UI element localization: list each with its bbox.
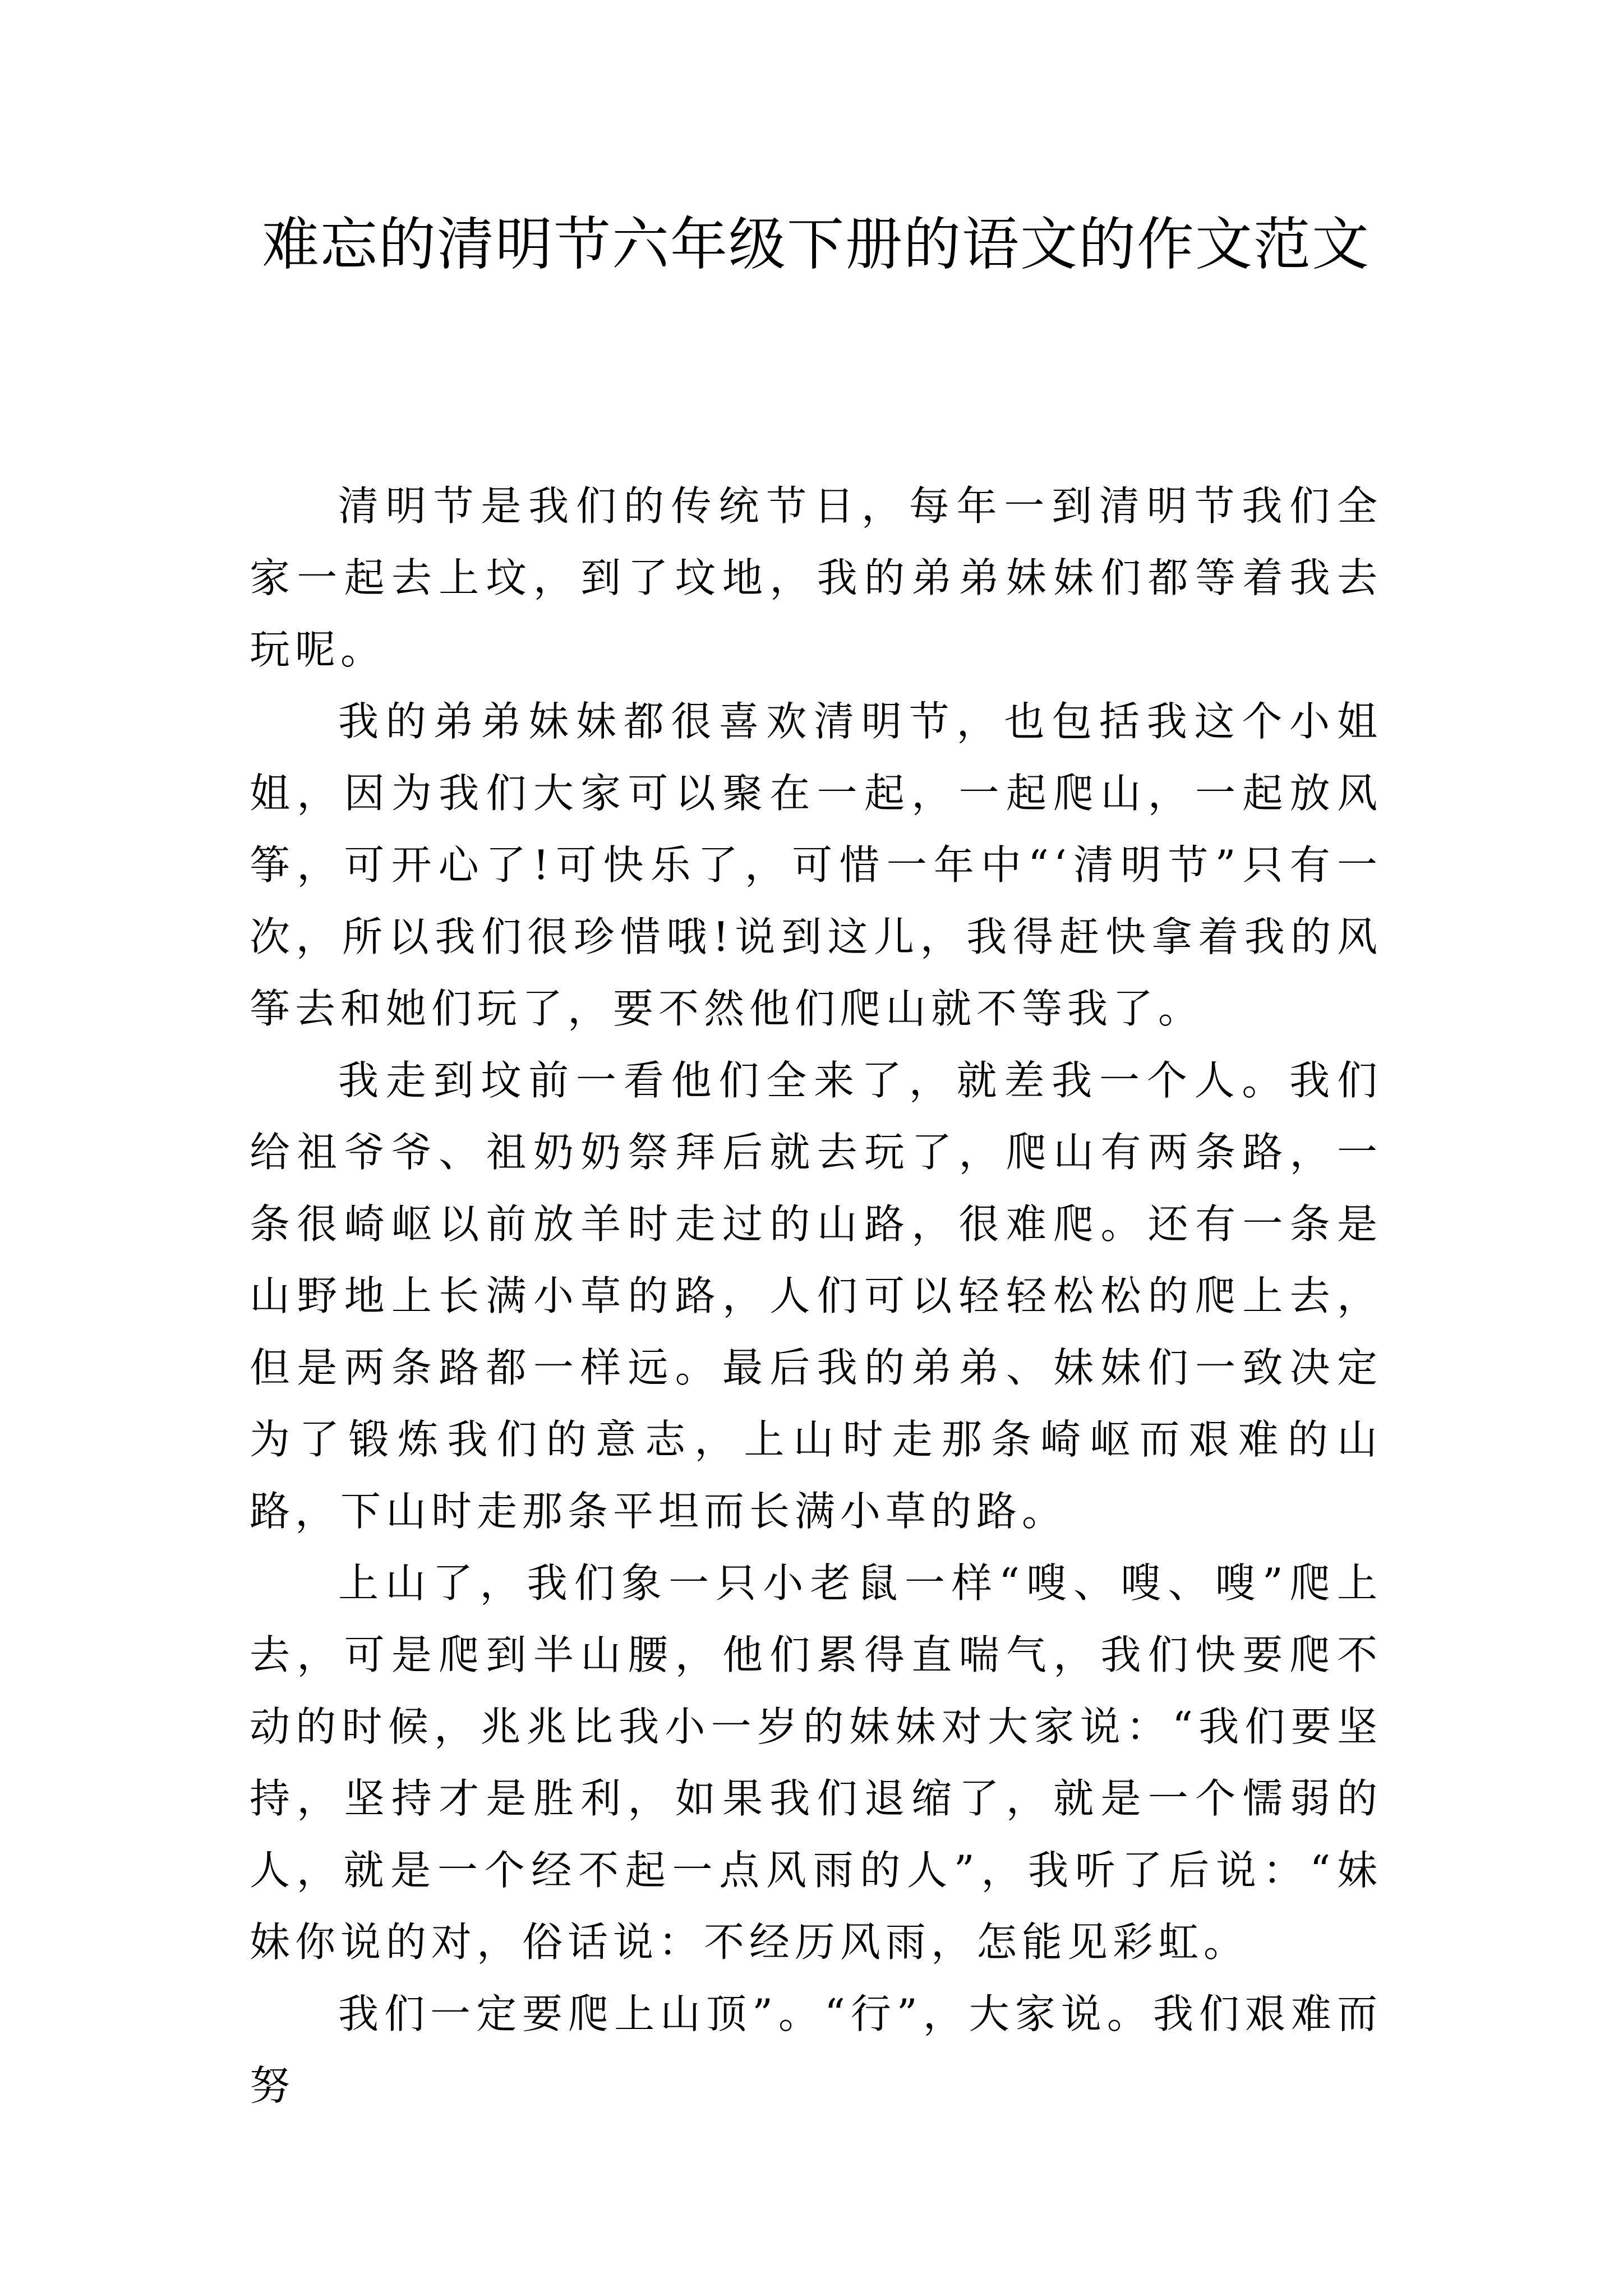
- paragraph-1: 清明节是我们的传统节日，每年一到清明节我们全家一起去上坟，到了坟地，我的弟弟妹妹们都等着我去玩呢。: [250, 482, 1382, 673]
- paragraph-4: 上山了，我们象一只小老鼠一样“嗖、嗖、嗖”爬上去，可是爬到半山腰，他们累得直喘气，我们快要爬不动的时候，兆兆比我小一岁的妹妹对大家说：“我们要坚持，坚持才是胜利，如果我们退缩了，就是一个懦弱的人，就是一个经不起一点风雨的人”，我听了后说：“妹妹你说的对，俗话说：不经历风雨，怎能见彩虹。: [250, 1559, 1382, 1966]
- document-title: 难忘的清明节六年级下册的语文的作文范文: [262, 211, 1370, 278]
- paragraph-2: 我的弟弟妹妹都很喜欢清明节，也包括我这个小姐姐，因为我们大家可以聚在一起，一起爬山，一起放风筝，可开心了!可快乐了，可惜一年中“‘清明节”只有一次，所以我们很珍惜哦!说到这儿，我得赶快拿着我的风筝去和她们玩了，要不然他们爬山就不等我了。: [250, 698, 1382, 1032]
- paragraph-3: 我走到坟前一看他们全来了，就差我一个人。我们给祖爷爷、祖奶奶祭拜后就去玩了，爬山有两条路，一条很崎岖以前放羊时走过的山路，很难爬。还有一条是山野地上长满小草的路，人们可以轻轻松松的爬上去，但是两条路都一样远。最后我的弟弟、妹妹们一致决定为了锻炼我们的意志，上山时走那条崎岖而艰难的山路，下山时走那条平坦而长满小草的路。: [250, 1057, 1382, 1535]
- paragraph-5: 我们一定要爬上山顶”。“行”，大家说。我们艰难而努: [250, 1990, 1382, 2109]
- document-body: [250, 470, 1382, 2122]
